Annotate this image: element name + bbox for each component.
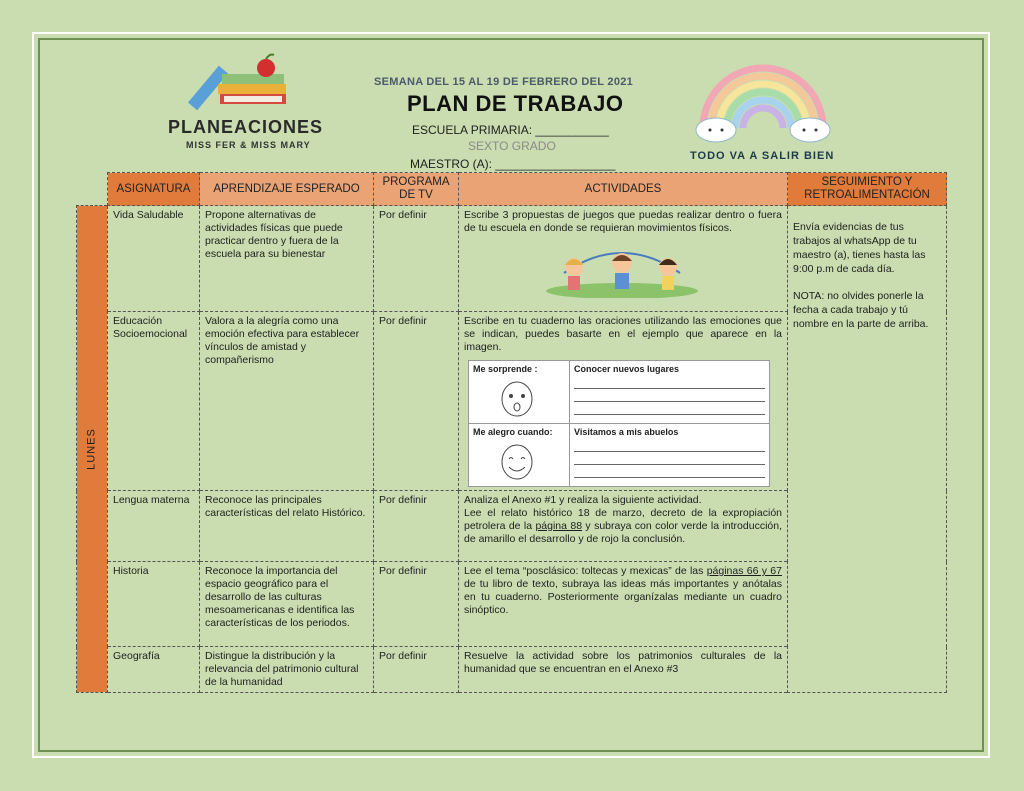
rainbow-clouds-image xyxy=(688,58,838,148)
followup-text: Envía evidencias de tus trabajos al whatsApp de tu maestro (a), tienes hasta las 9:00 p.m de cada día. xyxy=(793,221,926,275)
children-playing-image xyxy=(544,243,699,298)
tv-cell: Por definir xyxy=(374,312,459,491)
table-row xyxy=(77,206,947,312)
activity-cell xyxy=(459,206,788,312)
header-tv: PROGRAMA DE TV xyxy=(374,173,459,206)
day-cell xyxy=(77,206,108,693)
tv-cell: Por definir xyxy=(374,491,459,562)
activity-cell xyxy=(459,562,788,647)
followup-note: NOTA: no olvides ponerle la fecha a cada trabajo y tú nombre en la parte de arriba. xyxy=(793,290,929,330)
header-learning: APRENDIZAJE ESPERADO xyxy=(200,173,374,206)
learning-cell: Propone alternativas de actividades físicas que puede practicar dentro y fuera de la escuela para su bienestar xyxy=(200,206,374,312)
learning-cell: Distingue la distribución y la relevancia del patrimonio cultural de la humanidad xyxy=(200,647,374,693)
learning-cell: Valora a la alegría como una emoción efectiva para establecer vínculos de amistad y compañerismo xyxy=(200,312,374,491)
activity-text: Lee el tema “posclásico: toltecas y mexicas” de las xyxy=(464,565,707,577)
worksheet-answer: Visitamos a mis abuelos xyxy=(574,427,679,437)
followup-cell xyxy=(788,206,947,693)
activity-text: de tu libro de texto, subraya las ideas más importantes y anótalas en tu cuaderno. Posteriormente organízalas mediante un cuadro sinóptico. xyxy=(464,578,782,616)
plan-title: PLAN DE TRABAJO xyxy=(407,91,624,116)
activity-text: Analiza el Anexo #1 y realiza la siguiente actividad. xyxy=(464,494,702,506)
activity-text: Escribe en tu cuaderno las oraciones utilizando las emociones que se indican, puedes basarte en el ejemplo que aparece en la imagen. xyxy=(464,315,782,353)
subject-cell: Educación Socioemocional xyxy=(108,312,200,491)
page-link: páginas 66 y 67 xyxy=(706,565,782,577)
worksheet-row xyxy=(469,424,769,486)
activity-text: Lee el relato histórico 18 de marzo, decreto de la expropiación petrolera de la xyxy=(464,507,782,532)
learning-cell: Reconoce la importancia del espacio geográfico para el desarrollo de las culturas mesoamericanas e identifica las características de los periodos. xyxy=(200,562,374,647)
activity-cell xyxy=(459,312,788,491)
worksheet-label: Me alegro cuando: xyxy=(473,427,553,437)
learning-cell: Reconoce las principales características del relato Histórico. xyxy=(200,491,374,562)
rainbow-caption: TODO VA A SALIR BIEN xyxy=(690,150,835,162)
grade-line: SEXTO GRADO xyxy=(468,139,556,153)
week-dates: SEMANA DEL 15 AL 19 DE FEBRERO DEL 2021 xyxy=(374,76,634,88)
worksheet-label: Me sorprende : xyxy=(473,364,538,374)
logo-title: PLANEACIONES xyxy=(168,117,324,137)
subject-cell: Lengua materna xyxy=(108,491,200,562)
emotions-worksheet-image xyxy=(468,360,770,487)
subject-cell: Historia xyxy=(108,562,200,647)
tv-cell: Por definir xyxy=(374,206,459,312)
page-link: página 88 xyxy=(535,520,583,532)
activity-text: y subraya con color verde la introducción, de amarillo el desarrollo y de rojo la conclusión. xyxy=(464,520,782,545)
worksheet-answer: Conocer nuevos lugares xyxy=(574,364,680,374)
activity-cell xyxy=(459,491,788,562)
happy-face-icon xyxy=(497,440,537,482)
subject-cell: Vida Saludable xyxy=(108,206,200,312)
logo-subtitle: MISS FER & MISS MARY xyxy=(186,140,311,150)
header-spacer xyxy=(77,173,108,206)
day-label: LUNES xyxy=(85,428,98,470)
header-activities: ACTIVIDADES xyxy=(459,173,788,206)
teacher-line: MAESTRO (A): __________________ xyxy=(410,157,616,171)
subject-cell: Geografía xyxy=(108,647,200,693)
table-header-row xyxy=(77,173,947,206)
school-line: ESCUELA PRIMARIA: ___________ xyxy=(412,123,609,137)
tv-cell: Por definir xyxy=(374,647,459,693)
activity-cell: Resuelve la actividad sobre los patrimonios culturales de la humanidad que se encuentran en el Anexo #3 xyxy=(459,647,788,693)
worksheet-row xyxy=(469,361,769,424)
surprised-face-icon xyxy=(497,377,537,419)
tv-cell: Por definir xyxy=(374,562,459,647)
plan-table xyxy=(76,172,947,693)
activity-text: Escribe 3 propuestas de juegos que puedas realizar dentro o fuera de tu escuela en donde se requieran movimientos físicos. xyxy=(464,209,782,234)
header-subject: ASIGNATURA xyxy=(108,173,200,206)
header-followup: SEGUIMIENTO Y RETROALIMENTACIÓN xyxy=(788,173,947,206)
